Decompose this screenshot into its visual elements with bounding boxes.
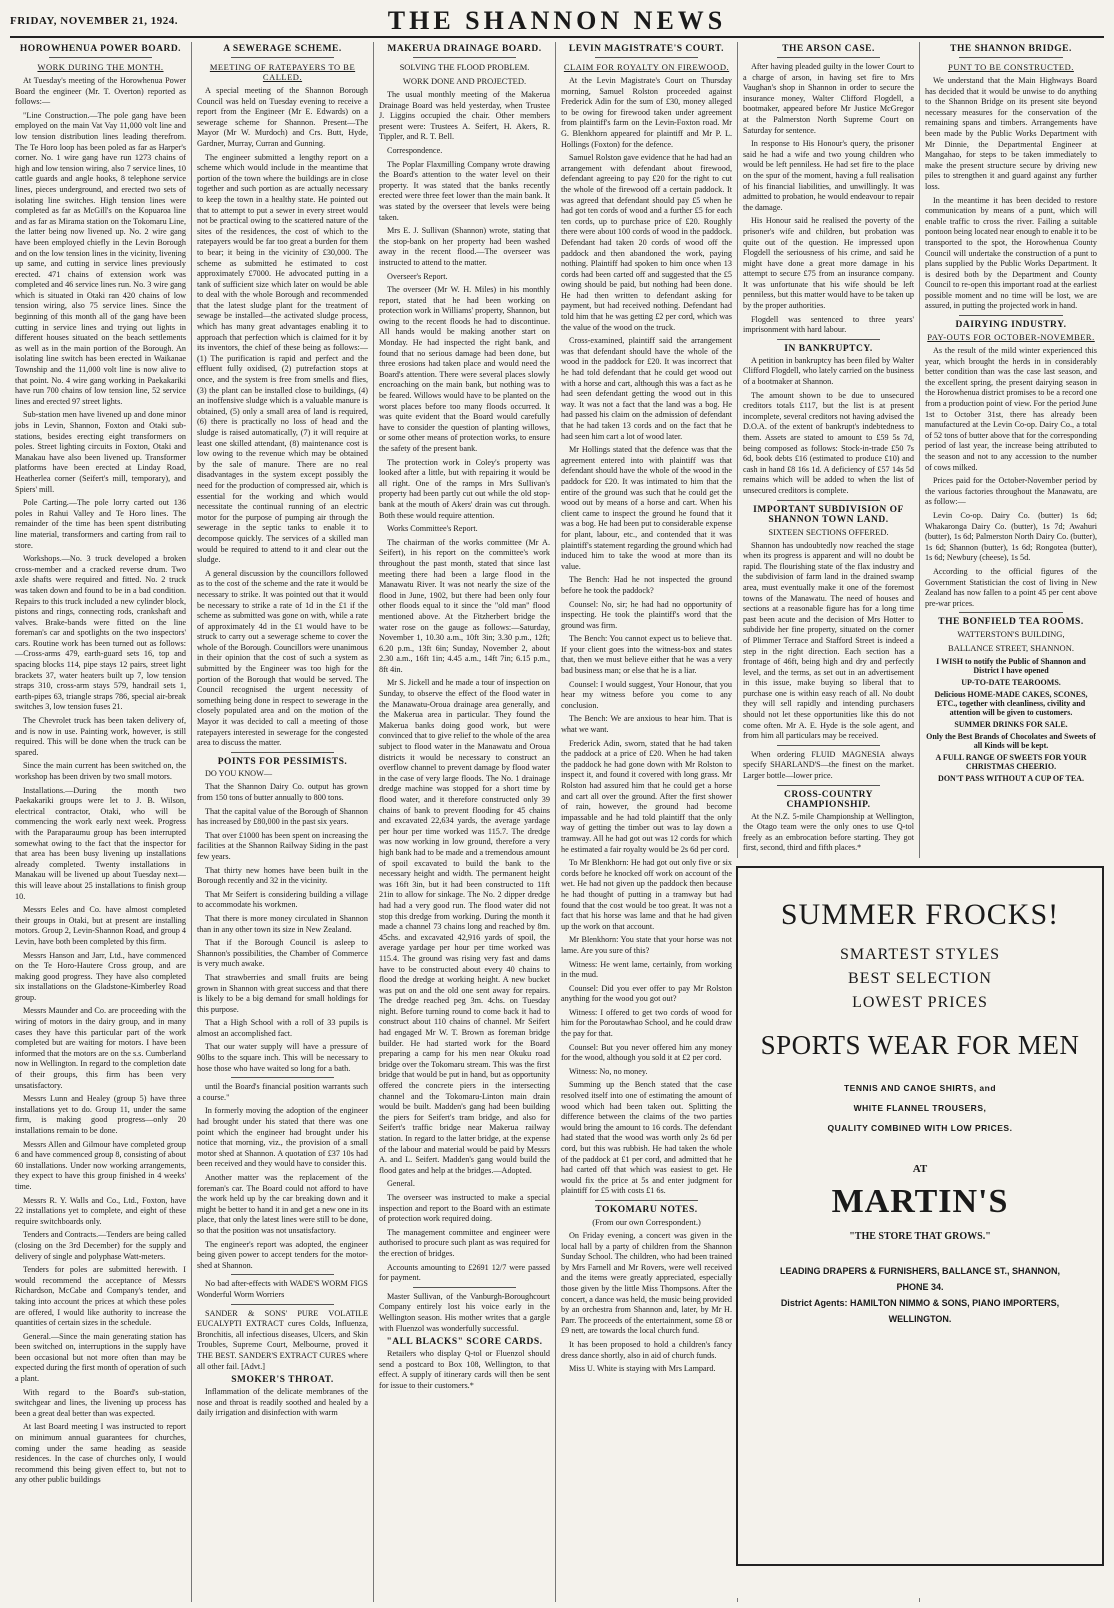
article-paragraph: Miss U. White is staying with Mrs Lampard. xyxy=(569,1364,716,1374)
article-subheading: CLAIM FOR ROYALTY ON FIREWOOD. xyxy=(563,62,730,72)
article-paragraph: Mr Blenkhorn: You state that your horse was not lame. Are you sure of this? xyxy=(561,935,732,955)
article-paragraph: Messrs Eeles and Co. have almost completed their groups in Otaki, but at present are installing motors. Group 2, Levin-Shannon Road, and group 4 Levin, have both been completed by this firm. xyxy=(15,905,187,946)
article-paragraph: At Tuesday's meeting of the Horowhenua Power Board the engineer (Mr. T. Overton) reported as follows:— xyxy=(15,76,186,107)
article-paragraph: Messrs Hanson and Jarr, Ltd., have commenced on the Te Horo-Hautere Cross group, and are making good progress. They have also completed six installations on the Gladstone-Kimberley Road group. xyxy=(15,950,186,1002)
article-paragraph: DO YOU KNOW— xyxy=(205,768,273,778)
divider xyxy=(959,612,1062,613)
advert-store-name: MARTIN'S xyxy=(831,1183,1009,1220)
article-paragraph: That a High School with a roll of 33 pupils is almost an accomplished fact. xyxy=(197,1018,368,1038)
advert-line: LOWEST PRICES xyxy=(852,994,988,1011)
article-paragraph: Accounts amounting to £2691 12/7 were passed for payment. xyxy=(379,1262,550,1283)
divider xyxy=(595,1200,698,1201)
divider xyxy=(777,785,880,786)
article-paragraph: until the Board's financial position warrants such a course." xyxy=(197,1082,368,1102)
article-paragraph: Works Committee's Report. xyxy=(387,524,478,534)
article-paragraph: With regard to the Board's sub-station, switchgear and lines, the livening up process has been a great deal better than was expected. xyxy=(15,1387,186,1418)
article-paragraph: That over £1000 has been spent on increasing the facilities at the Shannon Railway Siding in the past few years. xyxy=(197,830,368,861)
article-paragraph: That the capital value of the Borough of Shannon has increased by £80,000 in the past six years. xyxy=(197,806,368,827)
article-body xyxy=(561,76,732,1197)
article-paragraph: Mrs E. J. Sullivan (Shannon) wrote, stating that the stop-bank on her property had been washed away in the recent flood.—The overseer was instructed to attend to the matter. xyxy=(379,226,550,267)
divider xyxy=(231,1274,334,1275)
advert-line: TENNIS AND CANOE SHIRTS, and xyxy=(843,1083,997,1093)
article-heading: "ALL BLACKS" SCORE CARDS. xyxy=(386,1337,543,1348)
article-subheading: (From our own Correspondent.) xyxy=(592,1216,701,1227)
article-paragraph: Installations.—During the month two Paekakariki groups were let to J. B. Wilson, electrical contractor, Otaki, who will be commencing the work early next week. Progress with the Paraparaumu group has been interrupted somewhat owing to the fact that the inspector for that area has been busy livening up installations already completed. Twenty installations in Manakau will be livened up about Tuesday next—this will leave about 25 installations to finish group 10. xyxy=(15,785,186,901)
article-heading: IN BANKRUPTCY. xyxy=(784,343,873,354)
article-paragraph: According to the official figures of the Government Statistician the cost of living in New Zealand has now fallen to a point 45 per cent above pre-war prices. xyxy=(925,566,1097,608)
article-body xyxy=(925,346,1097,609)
article-subheading: SIXTEEN SECTIONS OFFERED. xyxy=(768,526,889,537)
article-paragraph: Mr Hollings stated that the defence was that the agreement entered into with plaintiff was that defendant should have the whole of the wood in the paddock for £20. It was intimated to him that the entire of the ground was such that he could get the wood out by means of a horse and cart. When his client came to inspect the ground he found that it was a bog. He had been put to considerable expense for plant, labour, etc., and contended that it was plaintiff's statement regarding the ground which had induced him to take the wood at more than its value. xyxy=(561,445,732,571)
advert-text: At the N.Z. 5-mile Championship at Wellington, the Otago team were the only ones to use Q-tol freely as an embrocation before starting. They got first, second, third and fifth places.* xyxy=(743,811,914,853)
advert-text: Master Sullivan, of the Vanburgh-Boroughcourt Company entirely lost his voice early in the Wellington season. His mother writes that a gargle with Fluenzol was wonderfully successful. xyxy=(379,1291,550,1333)
article-heading: THE SHANNON BRIDGE. xyxy=(950,44,1072,54)
article-heading: LEVIN MAGISTRATE'S COURT. xyxy=(568,44,725,54)
column-2 xyxy=(192,42,374,1602)
article-paragraph: Overseer's Report. xyxy=(387,271,448,281)
article-paragraph: UP-TO-DATE TEAROOMS. xyxy=(961,678,1061,688)
article-body xyxy=(561,1231,732,1375)
advert-footer: PHONE 34. xyxy=(896,1282,944,1292)
article-body xyxy=(197,1082,368,1271)
article-paragraph: Frederick Adin, sworn, stated that he had taken the paddock at a price of £20. When he had taken the paddock he had gone down with Mr Rolston to inspect it, and found it covered with long grass. Mr Rolston had assured him that he could get a horse and cart all over the ground. After the first shower of rain, however, the ground had become impassable and he had told plaintiff that the only way of getting the timber out was to lay down a tramway. All he had got out was 12 cords for which he estimated a fair royalty would be 2s 6d per cord. xyxy=(561,738,732,854)
article-heading: TOKOMARU NOTES. xyxy=(595,1204,698,1215)
advert-box xyxy=(736,866,1104,1566)
article-paragraph: The Chevrolet truck has been taken delivery of, and is now in use. Painting work, however, is still required. This will be done when the truck can be spared. xyxy=(15,716,186,757)
divider xyxy=(777,57,880,58)
article-paragraph: Another matter was the replacement of the foreman's car. The Board could not afford to have the work held up by the car breaking down and it might be better to hand it in and get a new one in its place, that only the latest lines were still to be done, so that the position was not unsatisfactory. xyxy=(197,1173,368,1235)
article-paragraph: Pole Carting.—The pole lorry carted out 136 poles in Rahui Valley and Te Horo lines. The remainder of the time has been spent distributing line material, transformers and carting from rail to store. xyxy=(15,498,186,550)
article-paragraph: Prices paid for the October-November period by the various factories throughout the Manawatu, are as follow:— xyxy=(925,476,1097,507)
article-paragraph: On Friday evening, a concert was given in the local hall by a party of children from the Shannon Sunday School. The children, who had been trained by Mrs Farnell and Mr Rovers, were well received and the items were greatly appreciated, especially those given by the little Miss Thompsons. After the concert, a dance was held, the music being provided by an orchestra from Shannon and, later, by Mr H. Parr. The proceeds of the entertainment, some £8 or £9 nett, are towards the local church fund. xyxy=(561,1230,732,1336)
divider xyxy=(777,339,880,340)
advert-line: SMARTEST STYLES xyxy=(840,946,1000,963)
article-body xyxy=(743,356,914,497)
article-paragraph: That Mr Seifert is considering building a village to accommodate his workmen. xyxy=(197,889,368,910)
column-4 xyxy=(556,42,738,1602)
article-paragraph: To Mr Blenkhorn: He had got out only five or six cords before he knocked off work on account of the wet. He had not given up the paddock then because he had thought of putting in a tramway but had found that the cost would be too great. It was not a fact that his horse was lame and that he had given up the work on that account. xyxy=(561,858,732,931)
article-paragraph: The overseer (Mr W. H. Miles) in his monthly report, stated that he had been working on protection work in Williams' property, Shannon, but owing to the recent floods he had to discontinue. All hands would be making another start on Monday. He had inspected the right bank, and found that no serious damage had been done, but three erosions had taken place and would need the Board's attention. There were several places slowly encroaching on the main bank, but nothing was to be feared. Willows would have to be planted on the worst places before too many floods occurred. It was quite evident that the Board would carefully have to consider the question of planting willows, or some other means of protection works, to ensure the safety of the present bank. xyxy=(379,285,550,453)
article-paragraph: That thirty new homes have been built in the Borough recently and 32 in the vicinity. xyxy=(197,865,368,886)
article-body xyxy=(197,86,368,749)
divider xyxy=(49,57,152,58)
divider xyxy=(231,1304,334,1305)
article-paragraph: Cross-examined, plaintiff said the arrangement was that defendant should have the whole of the wood in the paddock for £20. It was incorrect that he had told defendant that he could get wood out with a horse and cart, although this was a fact as he had seen defendant getting the wood out in this way. It was not a fact that the land was a bog. He had passed his claim on the admission of defendant that he had taken 13 cords and on the fact that he had seen him cart a lot of wood later. xyxy=(561,336,732,441)
article-heading: POINTS FOR PESSIMISTS. xyxy=(217,756,348,767)
article-paragraph: Workshops.—No. 3 truck developed a broken cross-member and a cracked reverse drum. Two axle shafts were required and fitted. No. 2 truck was taken down and found to be in a bad condition. Repairs to this truck included a new cylinder block, pistons and rings, connecting rods, crankshaft and valves. Brake-bands were fitted on the line foreman's car and spotlights on the two inspectors' cars. Routine work has been turned out as follows:—Cross-arms 479, earth-guard sets 16, top and spacing blocks 114, pipe stays 12 pairs, street light brackets 37, water heaters built up 7, low tension straps 310, cross-arm stays 579, handrail sets 1, earth-pipes 63, triangle straps 786, special air-break switches 3, low tension fuses 21. xyxy=(15,554,186,712)
article-paragraph: In the meantime it has been decided to restore communication by means of a punt, which will enable traffic to cross the river. Failing a suitable pontoon being located near enough to enable it to be transported to the spot, the Horowhenua County Council will undertake the construction of a punt to plans supplied by the Public Works Department. It is desired both by the Department and County Council to re-open this important road at the earliest possible moment and no time will be lost, we are assured, in putting the projected work in hand. xyxy=(925,195,1097,311)
article-paragraph: The engineer submitted a lengthy report on a scheme which would include in the meantime that portion of the town where the buildings are in close together and such portion as are actually necessary to keep the town in a healthy state. He pointed out that to attempt to put a sewer in every street would not be practical owing to the scattered nature of the sites of the residences, the cost of which to the ratepayers would be far too great a burden for them to bear; it being in the vicinity of £30,000. The scheme as submitted he estimated to cost approximately £7000. He advocated putting in a tank of sufficient size which later on would be able to deal with the whole Borough and recommended that the latest sludge plant for the treatment of sewage be installed—the activated sludge process, which has many great advantages enabling it to approach that perfection which is claimed for it by its inventors, the chief of these being as follows:—(1) The purification is rapid and perfect and the effluent fully oxidised, (2) putrefaction stops at once, and the system is free from smells and flies, (3) the plant can be installed close to buildings, (4) an inoffensive sludge which is a valuable manure is obtained, (5) only a small area of land is required, (6) there is practically no loss of head and the sludge is raised automatically, (7) it will require at least one skilled attendant, (8) maintenance cost is low owing to the revenue which may be obtained by the sale of manure. There are no real disadvantages in the system except possibly the need for the production of compressed air, which is essential for the working and which would necessitate the continual running of an electric motor for the purpose of pumping air through the sewerage in the septic tanks to enable it to decompose quickly. The services of a skilled man would be required to attend to it and clear out the sludge. xyxy=(197,152,368,565)
article-paragraph: That strawberries and small fruits are being grown in Shannon with great success and that there is likely to be a big demand for small holdings for this purpose. xyxy=(197,972,368,1014)
article-paragraph: Inflammation of the delicate membranes of the nose and throat is readily soothed and healed by a daily irrigation and disinfection with warm xyxy=(197,1387,368,1418)
article-heading: THE ARSON CASE. xyxy=(782,44,875,54)
article-paragraph: Sub-station men have livened up and done minor jobs in Levin, Shannon, Foxton and Otaki sub-stations, besides erecting eight transformers on poles. Street lighting circuits in Foxton, Otaki and Manakau have also been livened up. Transformer platforms have been erected at Linday Road, Heatherlea corner (Seifert's mill, temporary), and Spiers' mill. xyxy=(15,410,186,494)
article-body xyxy=(379,90,550,1284)
divider xyxy=(413,1287,516,1288)
article-paragraph: As the result of the mild winter experienced this year, which brought the herds in in considerably better condition than was the case last season, and the excellent spring, the present dairying season in the Horowhenua district promises to be a record one from a production point of view. For the period June 1st to October 31st, there has already been manufactured at the Levin Co-op. Dairy Co., a total of 52 tons of butter above that for the corresponding period of last year, the increase being attributed to the season and not to any accession to the number of cows milked. xyxy=(925,346,1097,472)
article-paragraph: Witness: No, no money. xyxy=(569,1066,648,1076)
article-heading: MAKERUA DRAINAGE BOARD. xyxy=(387,44,542,54)
article-paragraph: Summing up the Bench stated that the case resolved itself into one of estimating the amount of wood which had been taken out. Splitting the difference between the claims of the two parties would bring the amount to 16 cords. The defendant had stated that the wood was worth only 2s 6d per cord, but this was rubbish. He had taken the whole of the paddock at £1 per cord, and admitted that he had carted off that which was easiest to get. He would fix the price at 5s and enter judgment for plaintiff for £5 with costs £1 6s. xyxy=(561,1080,732,1196)
article-paragraph: After having pleaded guilty in the lower Court to a charge of arson, in having set fire to Mrs Vaughan's shop in Shannon in order to secure the insurance money, Walter Clifford Flogdell, a bootmaker, appeared before Mr Justice McGregor at the Palmerston North Supreme Court on Saturday for sentence. xyxy=(743,62,914,135)
article-heading: IMPORTANT SUBDIVISION OF SHANNON TOWN LAND. xyxy=(753,504,904,525)
article-paragraph: That the Shannon Dairy Co. output has grown from 150 tons of butter annually to 800 tons. xyxy=(197,782,368,802)
advert-line: WHITE FLANNEL TROUSERS, xyxy=(853,1103,987,1113)
article-subheading: MEETING OF RATEPAYERS TO BE CALLED. xyxy=(209,62,356,82)
article-subheading: PUNT TO BE CONSTRUCTED. xyxy=(948,62,1074,72)
article-paragraph: The amount shown to be due to unsecured creditors totals £117, but the list is at present incomplete, several creditors not having advised the D.O.A. of the extent of bankrupt's indebtedness to them. Assets are stated to amount to £59 5s 7d, being composed as follows: Stock-in-trade £50 7s 6d, book debts £16 (estimated to produce £10) and cash in hand £8 16s 1d. A deficiency of £57 14s 5d remains which will be added to when the list of unsecured creditors is complete. xyxy=(743,390,914,495)
article-paragraph: A general discussion by the councillors followed as to the cost of the scheme and the rate it would be necessary to strike. It was pointed out that it would be necessary to strike a rate of 1d in the £1 if the scheme as submitted was gone on with, while a rate of approximately 4d in the £1 would have to be struck to carry out a sewerage scheme to cover the whole of the Borough. Councillors were unanimous in their opinion that the cost of such a system as submitted by the Engineer was too high for the portion of the Borough that would be served. The Council recognised the urgent necessity of something being done in respect to sewerage in the closely populated area and on the motion of the Mayor it was decided to call a meeting of those ratepayers interested in sewerage for the congested area to discuss the matter. xyxy=(197,568,368,748)
article-paragraph: Counsel: Did you ever offer to pay Mr Rolston anything for the wood you got out? xyxy=(561,983,732,1004)
article-paragraph: The engineer's report was adopted, the engineer being given power to accept tenders for the motor-shed at Shannon. xyxy=(197,1239,368,1270)
article-paragraph: SUMMER DRINKS FOR SALE. xyxy=(954,720,1068,730)
article-subheading: PAY-OUTS FOR OCTOBER-NOVEMBER. xyxy=(927,332,1095,343)
divider xyxy=(959,315,1062,316)
article-paragraph: The management committee and engineer were authorised to procure such plant as was required for the erection of bridges. xyxy=(379,1227,550,1258)
article-body xyxy=(743,541,914,742)
article-paragraph: The overseer was instructed to make a special inspection and report to the Board with an estimate of protection work required doing. xyxy=(379,1192,550,1224)
article-body xyxy=(925,76,1097,312)
article-subheading: WORK DURING THE MONTH. xyxy=(37,62,164,72)
article-paragraph: Counsel: But you never offered him any money for the wood, although you sold it at £2 per cord. xyxy=(561,1042,732,1063)
divider xyxy=(777,500,880,501)
article-paragraph: Messrs R. Y. Walls and Co., Ltd., Foxton, have 22 installations yet to complete, and eight of these require switchboards only. xyxy=(15,1195,186,1226)
article-paragraph: General.—Since the main generating station has been switched on, interruptions in the supply have been occasional but not more often than may be expected during the first month of operation of such a plant. xyxy=(15,1331,186,1384)
advert-footer: WELLINGTON. xyxy=(888,1314,952,1324)
article-paragraph: That if the Borough Council is asleep to Shannon's possibilities, the Chamber of Commerce is very much awake. xyxy=(197,938,368,969)
advert-subheading: BALLANCE STREET, SHANNON. xyxy=(948,643,1074,654)
advert-text: SANDER & SONS' PURE VOLATILE EUCALYPTI EXTRACT cures Colds, Influenza, Bronchitis, all infectious diseases, Ulcers, and Skin Troubles, Supreme Court, Melbourne, proved it THE BEST. SANDER'S EXTRACT CURES where all other fail. [Advt.] xyxy=(197,1308,368,1371)
advert-text: When ordering FLUID MAGNESIA always specify SHARLAND'S—the finest on the market. Larger bottle—lower price. xyxy=(743,749,914,781)
article-paragraph: General. xyxy=(387,1179,415,1189)
article-paragraph: Correspondence. xyxy=(387,145,443,155)
article-paragraph: A FULL RANGE OF SWEETS FOR YOUR CHRISTMAS CHEERIO. xyxy=(935,753,1087,772)
article-paragraph: The Poplar Flaxmilling Company wrote drawing the Board's attention to the water level on their property. It was stated that the banks recently erected were three feet lower than the main bank. It was stated by the overseer that levels were being taken. xyxy=(379,159,550,222)
article-paragraph: The chairman of the works committee (Mr A. Seifert), in his report on the committee's work throughout the past month, stated that since last meeting there had been a large flood in the Manawatu River. It was not nearly the size of the flood in June, 1902, but there had been only four other floods equal to it since the "old man" flood mentioned above. At the Fitzherbert bridge the water rose on the gauge as follows:—Saturday, November 1, 10.30 a.m., 10ft 3in; 3.30 p.m., 12ft; 6.20 p.m., 13ft 6in; Sunday, November 2, about 2.30 a.m., 16ft 1in; 4.45 a.m., 14ft 7in; 6.15 p.m., 8ft 4in. xyxy=(379,537,550,674)
newspaper-title: THE SHANNON NEWS xyxy=(387,6,727,35)
article-paragraph: Tenders and Contracts.—Tenders are being called (closing on the 3rd December) for the supply and delivery of single and polyphase Watt-meters. xyxy=(15,1230,186,1261)
article-subheading: WORK DONE AND PROJECTED. xyxy=(402,76,527,86)
article-paragraph: The Bench: We are anxious to hear him. That is what we want. xyxy=(561,714,732,735)
advert-headline: SUMMER FROCKS! xyxy=(780,898,1060,931)
article-paragraph: Messrs Lunn and Healey (group 5) have three installations yet to do. Group 11, under the same firm, is making good progress—only 20 installations remain to be done. xyxy=(15,1094,186,1135)
article-paragraph: Flogdell was sentenced to three years' imprisonment with hard labour. xyxy=(743,314,914,335)
advert-line: AT xyxy=(912,1163,928,1175)
article-paragraph: Only the Best Brands of Chocolates and Sweets of all Kinds will be kept. xyxy=(926,732,1096,751)
divider xyxy=(413,57,516,58)
article-paragraph: Messrs Allen and Gilmour have completed group 6 and have commenced group 8, consisting of about 60 installations. Under now working arrangements, they expect to have this group finished in 4 weeks' time. xyxy=(15,1139,186,1191)
advert-text: Retailers who display Q-tol or Fluenzol should send a postcard to Box 108, Wellington, to that effect. A supply of itinerary cards will then be sent for issue to their customers.* xyxy=(379,1349,550,1390)
divider xyxy=(231,57,334,58)
article-subheading: SOLVING THE FLOOD PROBLEM. xyxy=(399,62,530,72)
divider xyxy=(231,1077,334,1078)
article-paragraph: Delicious HOME-MADE CAKES, SCONES, ETC., together with cleanliness, civility and attention will be given to customers. xyxy=(934,690,1088,718)
article-paragraph: Witness: I offered to get two cords of wood for him for the Poroutawhao School, and he could draw the pay for that. xyxy=(561,1007,732,1039)
martins-advert xyxy=(734,858,1106,1598)
advert-headline: SPORTS WEAR FOR MEN xyxy=(760,1030,1080,1060)
divider xyxy=(959,57,1062,58)
article-paragraph: The protection work in Coley's property was looked after a little, but with repairing it would be all right. One of the ramps in Mrs Sullivan's property had been partly cut out while the old stop-bank at the mouth of Akers' drain was cut through. Both these would require attention. xyxy=(379,457,550,520)
advert-line: QUALITY COMBINED WITH LOW PRICES. xyxy=(827,1123,1013,1133)
article-paragraph: At the Levin Magistrate's Court on Thursday morning, Samuel Rolston proceeded against Frederick Adin for the sum of £30, money alleged to be owing for firewood taken under agreement from plaintiff's farm on the Levin-Foxton road. Mr G. Blenkhorn appeared for plaintiff and Mr P. L. Hollings (Foxton) for the defence. xyxy=(561,76,732,149)
article-paragraph: That there is more money circulated in Shannon than in any other town its size in New Zealand. xyxy=(197,913,368,934)
advert-tagline: "THE STORE THAT GROWS." xyxy=(849,1231,991,1242)
article-paragraph: Counsel: I would suggest, Your Honour, that you hear my witness before you come to any conclusion. xyxy=(561,679,732,710)
article-paragraph: Messrs Maunder and Co. are proceeding with the wiring of motors in the dairy group, and in many cases they have this particular part of the work completed but are waiting for motors. I have been informed that the motors are on the s.s. Cumberland now in Wellington. In regard to the completion date of their groups, this firm has been very unsatisfactory. xyxy=(15,1006,186,1090)
divider xyxy=(777,745,880,746)
article-paragraph: Mr S. Jickell and he made a tour of inspection on Sunday, to observe the effect of the flood water in the Manawatu-Oroua drainage area generally, and the Makerua area in particular. They found the Makerua banks doing good work, but were convinced that to give relief to the whole of the area subject to flood water in the Manawatu and Oroua districts it would be necessary to construct an overflow channel to prevent damage by flood water in the case of very large floods. The No. 1 drainage dredge machine was stopped for a short time by flood water, and it therefore constructed only 39 chains of bank to prevent flooding for 45 chains and excavated 22,634 yards, the average yardage per hour per time worked was 115.7. The dredge was now working in low ground, therefore a very high bank had to be made and a tremendous amount of spoil excavated to build the bank to the necessary height and width. The permanent height was 16ft 3in, but it had been constructed to 11ft 21in to allow for sinkage. The No. 2 dipper dredge had had a very good run. The flood water did not stop this dredge from working. During the month it made a channel 73 chains long and reached by 8m. 45chs. and excavated 42,916 yards of spoil, the average yardage per hour per time worked was 115.4. The ground was rising very fast and dams have to be constructed about every 40 chains to flood the dredge at working height. A new bucket was put on and the old one sent away for repairs. The dredge reached peg 3m. 4chs. on Tuesday night. Before turning round to come back it had to construct about 110 chains of channel. Mr Seifert had engaged Mr W. T. Brown as foreman bridge builder. He had started work for the Board preparing a camp for his men near Okuku road bridge over the Tokomaru stream. This was the first bridge that would be put in hand, but as opportunity offered the concrete piers in the intersecting channel and the Tokomaru-Linton main drain would be built. Madden's gang had been building the piers for Seifert's tram bridge, and also for Seifert's traffic bridge near Makerua railway station. In regard to the latter bridge, at the expense of the labour and material would be paid by Messrs A. and L. Seifert. Madden's gang would build the flood gates and help at the bridges.—Adopted. xyxy=(379,678,550,1175)
article-paragraph: Witness: He went lame, certainly, from working in the mud. xyxy=(561,959,732,980)
article-paragraph: "Line Construction.—The pole gang have been employed on the main Vat Vay 11,000 volt line and low tension distribution lines leading therefrom. The Te Horo loop has been poled as far as Harper's corner. No. 1 wire gang have run 1273 chains of high and low tension wiring, also 7 service lines, 10 cattle guards and angle hooks, 8 telephone service lines, pieces underground, and erected two sets of isolating line switches. High tension lines were completed as far as McGill's on the Kopuaroa line and as far as Mirama station on the Tokomaru Line, the latter being now livened up. No. 2 wire gang have been employed chiefly in the Levin Borough and on the low tension lines in the vicinity, livening up same, and cutting in service lines previously erected. 471 chains of extension work was completed and 46 service lines run. No. 3 wire gang which is situated in Otaki ran 420 chains of low tension wiring, also 75 service lines. Since the beginning of this month all of the gang have been cutting in service lines and trying out lights in different houses situated on the beach settlements as well as in the main portion of the Borough. An isolating line switch has been erected in Waikanae Township and the 11,000 volt line is now alive to that point. No. 4 wire gang working in Paekakariki have run 700 chains of low tension line, 52 service lines and erected 97 street lights. xyxy=(15,110,186,406)
article-paragraph: I WISH to notify the Public of Shannon and District I have opened xyxy=(936,657,1086,676)
advert-heading: THE BONFIELD TEA ROOMS. xyxy=(938,617,1084,628)
masthead xyxy=(10,6,1104,38)
article-paragraph: Since the main current has been switched on, the workshop has been driven by two small motors. xyxy=(15,761,186,781)
advert-line: BEST SELECTION xyxy=(848,970,992,987)
article-paragraph: At last Board meeting I was instructed to report on minimum annual guarantees for churches, coming under the same heading as seaside residences. In the case of churches only, I would recommend this being given effect to, but not to any other public buildings xyxy=(15,1422,186,1485)
article-paragraph: The Bench: Had he not inspected the ground before he took the paddock? xyxy=(561,575,732,595)
article-paragraph: Counsel: No, sir; he had had no opportunity of inspecting. He took the plaintiff's word that the ground was firm. xyxy=(561,599,732,630)
article-paragraph: A petition in bankruptcy has been filed by Walter Clifford Flogdell, who lately carried on the business of a bootmaker at Shannon. xyxy=(743,355,914,387)
article-paragraph: It has been proposed to hold a children's fancy dress dance shortly, also in aid of church funds. xyxy=(561,1339,732,1360)
article-heading: DAIRYING INDUSTRY. xyxy=(955,320,1067,331)
article-heading: CROSS-COUNTRY CHAMPIONSHIP. xyxy=(783,789,874,810)
article-paragraph: Shannon has undoubtedly now reached the stage when its progress is apparent and will no doubt be rapid. The flourishing state of the flax industry and the subdivision of farm land in the drained swamp area, must eventually make it one of the foremost towns of the Manawatu. The need of houses and sections at a reasonable figure has for a long time past been acute and the decision of Mrs Hotter to subdivide her fine property, situated on the corner of Plimmer Terrace and Stafford Street is indeed a step in the right direction. Each section has a frontage of 46ft, being high and dry and perfectly level, and the terms, as set out in an advertisement in this issue, make buying so liberal that to purchase one is within easy reach of all. No doubt they will sell rapidly and intending purchasers should not let these opportunities like this do not come often. Mr A. E. Hyde is the sole agent, and from him all particulars may be received. xyxy=(743,540,914,741)
advert-subheading: WATTERSTON'S BUILDING, xyxy=(957,629,1065,640)
article-paragraph: That our water supply will have a pressure of 90lbs to the square inch. This will be necessary to hose those who have waited so long for a bath. xyxy=(197,1042,368,1073)
divider xyxy=(595,57,698,58)
article-heading: A SEWERAGE SCHEME. xyxy=(223,44,342,54)
advert-text: No bad after-effects with WADE'S WORM FIGS Wonderful Worm Worriers xyxy=(197,1279,368,1299)
article-heading: HOROWHENUA POWER BOARD. xyxy=(19,44,182,54)
advert-footer: District Agents: HAMILTON NIMMO & SONS, PIANO IMPORTERS, xyxy=(780,1298,1060,1308)
advert-body xyxy=(925,657,1097,783)
column-3 xyxy=(374,42,556,1602)
article-paragraph: The Bench: You cannot expect us to believe that. If your client goes into the witness-box and states that, then we must believe either that he was a very bad business man; or else that he is a liar. xyxy=(561,634,732,676)
article-body xyxy=(15,76,186,1486)
article-body xyxy=(743,62,914,336)
article-body xyxy=(197,769,368,1074)
article-paragraph: Levin Co-op. Dairy Co. (butter) 1s 6d; Whakaronga Dairy Co. (butter), 1s 7d; Awahuri (butter), 1s 6d; Palmerston North Dairy Co. (butter), 1s 6d; Shannon (butter), 1s 6d; Rongotea (butter), 1s 6d; Newbury (cheese), 1s 5d. xyxy=(925,510,1097,563)
article-paragraph: In formerly moving the adoption of the engineer had brought under his stated that there was one point which the engineer had brought under his notice that morning, viz., the provision of a small motor shed at Shannon. A quotation of £37 10s had been received and they would have to consider this. xyxy=(197,1106,368,1169)
column-1 xyxy=(10,42,192,1602)
article-paragraph: A special meeting of the Shannon Borough Council was held on Tuesday evening to receive a report from the Engineer (Mr E. Edwards) on a sewerage scheme for Shannon. Present—The Mayor (Mr W. Murdoch) and Crs. Butt, Hyde, Gardner, Murray, Curran and Gunning. xyxy=(197,86,368,148)
article-paragraph: His Honour said he realised the poverty of the prisoner's wife and children, but probation was quite out of the question. He impressed upon Flogdell the seriousness of his crime, and said he might have done a great more damage in his attempt to secure £75 from an insurance company. It was unfortunate that his wife should be left penniless, but this matter would have to be taken up by the proper authorities. xyxy=(743,216,914,311)
advert-footer: LEADING DRAPERS & FURNISHERS, BALLANCE ST., SHANNON, xyxy=(779,1266,1060,1276)
article-paragraph: DON'T PASS WITHOUT A CUP OF TEA. xyxy=(938,774,1084,784)
article-paragraph: In response to His Honour's query, the prisoner said he had a wife and two young children who would be left penniless. He had set fire to the place on the spur of the moment, having a full realisation of his financial liabilities, and unwillingly. It was admitted to probation, he would endeavour to repair the damage. xyxy=(743,139,914,212)
article-paragraph: We understand that the Main Highways Board has decided that it would be unwise to do anything to the Shannon Bridge on its present site beyond necessary measures for the conservation of the remaining spans and timbers. Arrangements have been made by the Public Works Department with Mr Dinnie, the Departmental Engineer at Mangahao, for steps to be taken immediately to make the present structure secure by driving new piles to strengthen it and guard against any further loss. xyxy=(925,76,1097,191)
divider xyxy=(231,752,334,753)
article-paragraph: Samuel Rolston gave evidence that he had had an arrangement with defendant about firewood, defendant agreeing to pay £20 for the right to cut the whole of the firewood off a certain paddock. It was agreed that defendant should pay £5 when he had got ten cords of wood and a further £5 for each ten cords, up to purchase price of £20. Roughly there were about 100 cords of wood in the paddock. Defendant had taken 20 cords of wood off the paddock and then abandoned the work, paying nothing. Plaintiff had spoken to him once when 13 cords had been carted off and suggested that the £5 owing should be paid, but nothing had been done. He had then written to defendant asking for payment, but had received nothing. Defendant had told him that he was getting £2 per cord, which was the value of the wood on the truck. xyxy=(561,153,732,332)
article-paragraph: Tenders for poles are submitted herewith. I would recommend the acceptance of Messrs Richardson, McCabe and Company's tender, and taking into account the prices at which these poles are offered, I would like authority to increase the quantities of certain sizes in the schedule. xyxy=(15,1265,186,1328)
issue-date: FRIDAY, NOVEMBER 21, 1924. xyxy=(10,15,179,27)
article-heading: SMOKER'S THROAT. xyxy=(231,1375,334,1386)
article-paragraph: The usual monthly meeting of the Makerua Drainage Board was held yesterday, when Trustee J. Liggins occupied the chair. Other members present were: Trustees A. Seifert, H. Akers, R. Tippler, and R. T. Bell. xyxy=(379,90,550,142)
